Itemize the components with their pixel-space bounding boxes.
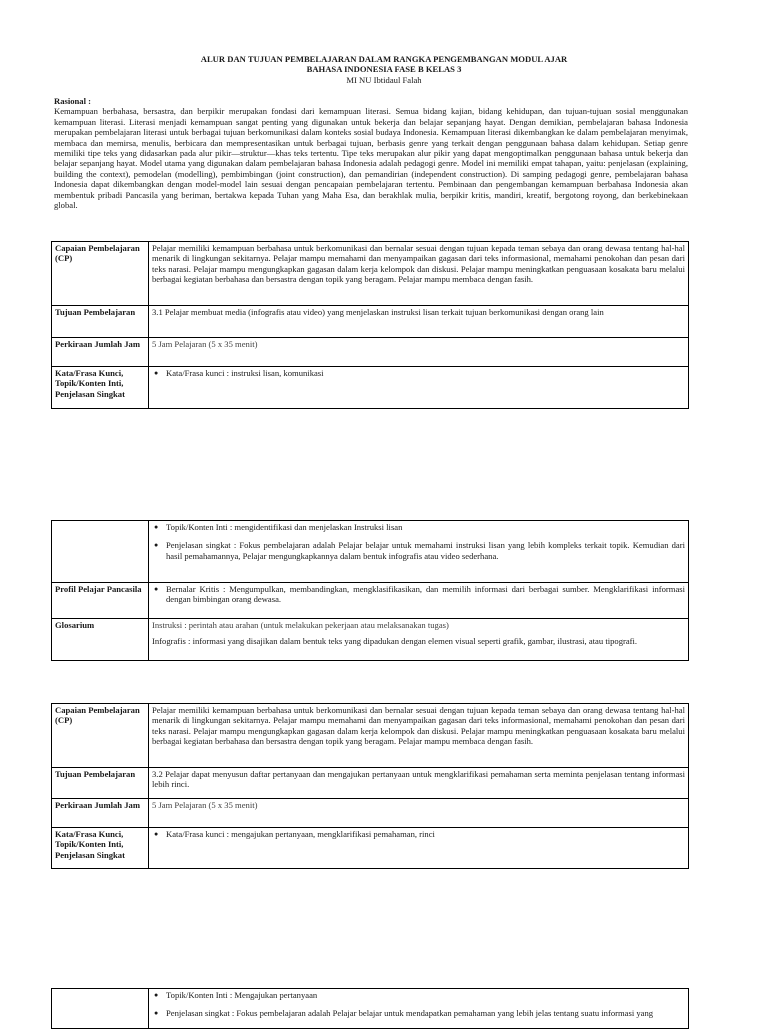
kata-cell [149, 828, 689, 869]
profil-cell [149, 583, 689, 619]
list-item: ● Penjelasan singkat : Fokus pembelajaran adalah Pelajar belajar untuk mendapatkan pemahaman yang lebih jelas tentang suatu informasi yang [166, 1008, 685, 1018]
glosarium-item: Instruksi : perintah atau arahan (untuk melakukan pekerjaan atau melaksanakan tugas) [152, 620, 449, 630]
cp-text: Pelajar memiliki kemampuan berbahasa untuk berkomunikasi dan bernalar sesuai dengan tujuan kepada teman sebaya dan orang dewasa tentang hal-hal menarik di lingkungan sekitarnya. Pelajar mampu memahami dan menyampaikan gagasan dari teks informasional, memahami penokohan dan pesan dari teks narasi. Pelajar mampu mengungkapkan gagasan dalam kerja kelompok dan diskusi. Pelajar mampu meningkatkan penguasaan kosakata baru melalui berbagai kegiatan berbahasa dan bersastra dengan topik yang beragam. Pelajar mampu membaca dengan fasih. [149, 242, 689, 306]
jam-label: Perkiraan Jumlah Jam [52, 338, 149, 367]
list-item: ● Penjelasan singkat : Fokus pembelajaran adalah Pelajar belajar untuk memahami instruksi lisan yang lebih kompleks terkait topik. Kemudian dari hasil pemahamannya, Pelajar mengungkapkannya dalam bentuk infografis atau video sederhana. [166, 540, 685, 561]
tp-text: 3.1 Pelajar membuat media (infografis atau video) yang menjelaskan instruksi lisan terkait tujuan berkomunikasi dengan orang lain [149, 306, 689, 338]
jam-text: 5 Jam Pelajaran (5 x 35 menit) [149, 799, 689, 828]
rasional-text: Kemampuan berbahasa, bersastra, dan berpikir merupakan fondasi dari kemampuan literasi. Semua bidang kajian, bidang kehidupan, dan tujuan-tujuan sosial menggunakan kemampuan literasi. Literasi menjadi kemampuan sangat penting yang digunakan untuk bekerja dan belajar sepanjang hayat. Dengan demikian, pembelajaran bahasa Indonesia merupakan pembelajaran literasi untuk berbagai tujuan berkomunikasi dalam konteks sosial budaya Indonesia. Kemampuan literasi dikembangkan ke dalam pembelajaran menyimak, membaca dan memirsa, menulis, berbicara dan mempresentasikan untuk berbagai tujuan, berbasis genre yang terkait dengan penggunaan bahasa dalam kehidupan. Setiap genre memiliki tipe teks yang didasarkan pada alur pikir—struktur—khas teks tertentu. Tipe teks merupakan alur pikir yang dapat mengoptimalkan penggunaan bahasa untuk bekerja dan belajar sepanjang hayat. Model utama yang digunakan dalam pembelajaran bahasa Indonesia adalah pedagogi genre. Model ini memiliki empat tahapan, yaitu: penjelasan (explaining, building the context), pemodelan (modelling), pembimbingan (joint construction), dan pemandirian (independent construction). Di samping pedagogi genre, pembelajaran bahasa Indonesia dapat dikembangkan dengan model-model lain sesuai dengan pencapaian pembelajaran tertentu. Pembinaan dan pengembangan kemampuan berbahasa Indonesia akan membentuk pribadi Pancasila yang beriman, bertakwa kepada Tuhan yang Maha Esa, dan berakhlak mulia, berpikir kritis, mandiri, kreatif, bergotong royong, dan berkebinekaan global. [54, 106, 688, 211]
jam-label: Perkiraan Jumlah Jam [52, 799, 149, 828]
table-row [52, 828, 689, 869]
table-row [52, 704, 689, 768]
table-row [52, 799, 689, 828]
tp-text: 3.2 Pelajar dapat menyusun daftar pertanyaan dan mengajukan pertanyaan untuk mengklarifikasi pemahaman serta meminta penjelasan tentang informasi lebih rinci. [149, 768, 689, 799]
table-row [52, 306, 689, 338]
empty-label-cell [52, 989, 149, 1029]
list [152, 368, 685, 378]
table-row [52, 768, 689, 799]
document-header [0, 54, 768, 85]
kata-label: Kata/Frasa Kunci, Topik/Konten Inti, Penjelasan Singkat [52, 367, 149, 409]
kata-label: Kata/Frasa Kunci, Topik/Konten Inti, Penjelasan Singkat [52, 828, 149, 869]
list [152, 990, 685, 1019]
list-item: ● Topik/Konten Inti : Mengajukan pertanyaan [166, 990, 685, 1000]
glosarium-cell [149, 619, 689, 661]
table-row [52, 242, 689, 306]
cp-text: Pelajar memiliki kemampuan berbahasa untuk berkomunikasi dan bernalar sesuai dengan tujuan kepada teman sebaya dan orang dewasa tentang hal-hal menarik di lingkungan sekitarnya. Pelajar mampu memahami dan menyampaikan gagasan dari teks informasional, memahami penokohan dan pesan dari teks narasi. Pelajar mampu mengungkapkan gagasan dalam kerja kelompok dan diskusi. Pelajar mampu meningkatkan penguasaan kosakata baru melalui berbagai kegiatan berbahasa dan bersastra dengan topik yang beragam. Pelajar mampu membaca dengan fasih. [149, 704, 689, 768]
table-row [52, 521, 689, 583]
profil-label: Profil Pelajar Pancasila [52, 583, 149, 619]
list [152, 522, 685, 561]
list [152, 829, 685, 839]
learning-objective-table-4 [51, 988, 689, 1029]
list-item: ● Kata/Frasa kunci : mengajukan pertanyaan, mengklarifikasi pemahaman, rinci [166, 829, 685, 839]
table-row [52, 619, 689, 661]
document-title-line2: BAHASA INDONESIA FASE B KELAS 3 [306, 64, 462, 75]
document-title-line1: ALUR DAN TUJUAN PEMBELAJARAN DALAM RANGKA PENGEMBANGAN MODUL AJAR [200, 54, 568, 64]
list [152, 584, 685, 605]
learning-objective-table-3 [51, 703, 689, 869]
glosarium-item: Infografis : informasi yang disajikan dalam bentuk teks yang dipadukan dengan elemen visual seperti grafik, gambar, ilustrasi, atau tipografi. [152, 636, 638, 647]
rasional-label: Rasional : [54, 96, 92, 106]
cp-label: Capaian Pembelajaran (CP) [52, 242, 149, 306]
tp-label: Tujuan Pembelajaran [52, 768, 149, 799]
list-item: ● Bernalar Kritis : Mengumpulkan, membandingkan, mengklasifikasikan, dan memilih informasi dari berbagai sumber. Mengklarifikasi informasi dengan bimbingan orang dewasa. [166, 584, 685, 605]
jam-text: 5 Jam Pelajaran (5 x 35 menit) [149, 338, 689, 367]
kata-cell [149, 367, 689, 409]
topik-cell [149, 521, 689, 583]
table-row [52, 989, 689, 1029]
learning-objective-table-1 [51, 241, 689, 409]
empty-label-cell [52, 521, 149, 583]
glosarium-label: Glosarium [52, 619, 149, 661]
learning-objective-table-2 [51, 520, 689, 661]
school-name: MI NU Ibtidaul Falah [346, 74, 422, 85]
topik-cell [149, 989, 689, 1029]
table-row [52, 367, 689, 409]
table-row [52, 338, 689, 367]
table-row [52, 583, 689, 619]
cp-label: Capaian Pembelajaran (CP) [52, 704, 149, 768]
tp-label: Tujuan Pembelajaran [52, 306, 149, 338]
rasional-section [54, 96, 688, 210]
list-item: ● Topik/Konten Inti : mengidentifikasi dan menjelaskan Instruksi lisan [166, 522, 685, 532]
list-item: ● Kata/Frasa kunci : instruksi lisan, komunikasi [166, 368, 685, 378]
